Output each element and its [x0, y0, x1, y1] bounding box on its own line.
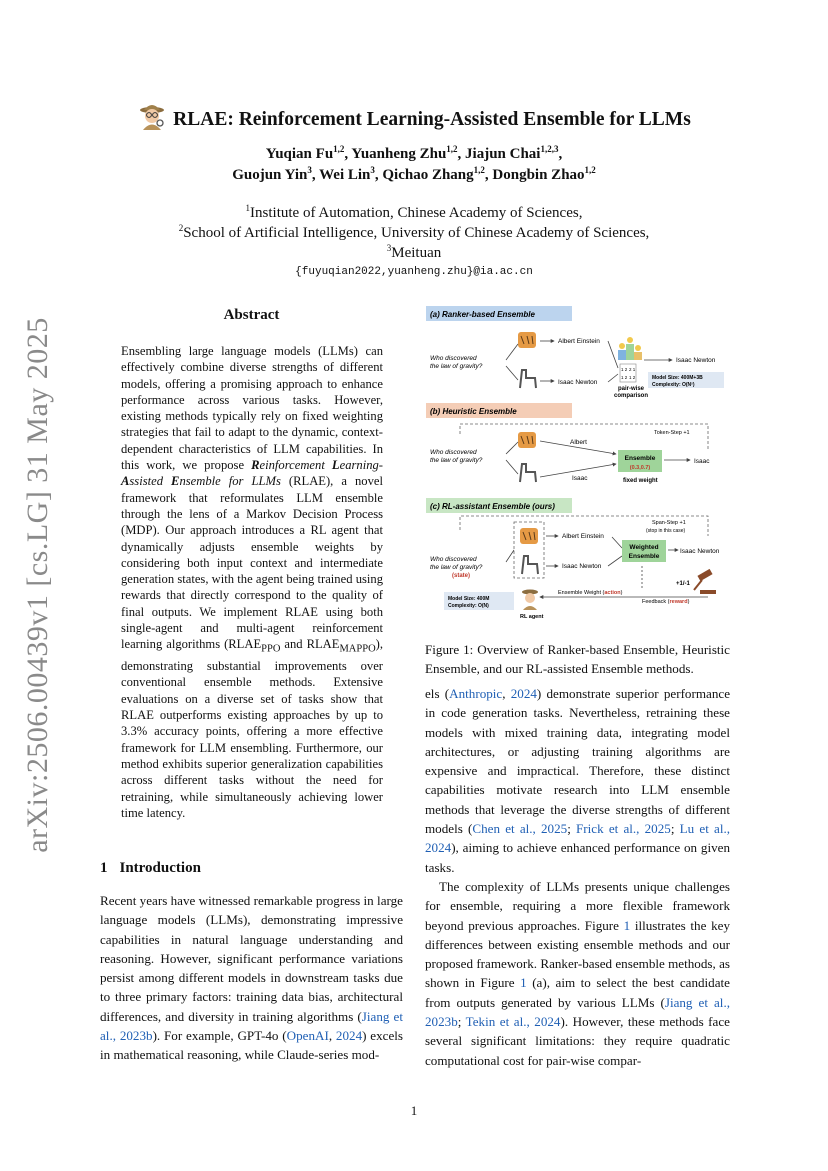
author-name: Jiajun Chai — [465, 146, 541, 162]
ranking-matrix — [620, 364, 636, 382]
acronym-letter: A — [121, 474, 130, 489]
body-text: ). However, these methods face several significant limitations: they require quadratic computational cost for pair-wise compar- — [425, 1014, 730, 1068]
subscript-ppo: PPO — [261, 643, 281, 655]
body-paragraph — [425, 877, 730, 1070]
author-affiliation-mark: 1,2 — [446, 144, 458, 154]
figure-ref-link[interactable]: 1 — [623, 917, 631, 933]
output-text: Albert — [570, 439, 587, 446]
citation-link[interactable]: Anthropic — [449, 686, 503, 701]
affiliation-mark: 3 — [386, 243, 392, 253]
tiger-model-icon — [518, 432, 536, 448]
page-number: 1 — [410, 1103, 418, 1118]
span-step-note: (stop in this case) — [646, 528, 686, 534]
citation-link[interactable]: 2024 — [510, 686, 537, 701]
author-affiliation-mark: 1,2 — [333, 144, 345, 154]
tiger-model-icon — [518, 332, 536, 348]
citation-link[interactable]: 2024 — [335, 1028, 363, 1044]
complexity-text: Complexity: O(N²) — [652, 382, 695, 388]
panel-c-label: (c) RL-assistant Ensemble (ours) — [430, 502, 555, 511]
output-text: Albert Einstein — [558, 338, 600, 345]
ensemble-label: Ensemble — [628, 553, 660, 560]
arrow-line — [608, 341, 618, 368]
detective-logo-icon — [137, 101, 167, 137]
figure-caption: Figure 1: Overview of Ranker-based Ensemble, Heuristic Ensemble, and our RL-assisted Ensemble methods. — [425, 642, 730, 676]
rank-cell: 1 2 — [621, 375, 628, 380]
citation-link[interactable]: Frick et al., 2025 — [576, 821, 671, 837]
title-text: RLAE: Reinforcement Learning-Assisted Ensemble for LLMs — [173, 109, 691, 130]
token-loop-line — [460, 424, 708, 450]
author-affiliation-mark: 1,2,3 — [540, 144, 559, 154]
affiliation-text: Institute of Automation, Chinese Academy of Sciences, — [250, 205, 583, 221]
token-step-text: Token-Step +1 — [654, 430, 690, 436]
reward-value: +1/-1 — [676, 581, 690, 587]
abstract-paragraph — [121, 343, 383, 821]
abstract-heading: Abstract — [223, 307, 280, 323]
body-text: illustrates the key differences between existing ensemble methods and our proposed framework. Ranker-based ensemble methods, as shown in Figure — [425, 917, 730, 991]
arrow-line — [506, 344, 518, 360]
abstract-body — [121, 343, 383, 821]
result-text: Isaac Newton — [676, 357, 716, 364]
model-size-text: Model Size: 400M+3B — [652, 375, 703, 381]
affiliation-text: School of Artificial Intelligence, University of Chinese Academy of Sciences, — [183, 225, 650, 241]
arxiv-id: arXiv:2506.00439v1 [cs.LG] 31 May 2025 — [21, 317, 54, 853]
contact-email[interactable]: {fuyuqian2022,yuanheng.zhu}@ia.ac.cn — [295, 266, 533, 278]
question-text: Who discovered — [430, 449, 477, 456]
body-text: ; — [567, 821, 577, 837]
author-name: Dongbin Zhao — [492, 167, 585, 183]
body-text: The complexity of LLMs presents unique challenges for ensemble, requiring a more flexible framework beyond previous approaches. Figure — [425, 878, 730, 933]
author-name: Qichao Zhang — [382, 167, 474, 183]
weight-label: Ensemble Weight (action) — [558, 590, 623, 596]
right-column-body — [425, 684, 730, 1070]
podium-icon — [618, 337, 642, 360]
abstract-text: and RLAE — [280, 637, 340, 652]
rl-agent-icon — [522, 590, 538, 611]
agent-label: RL agent — [520, 614, 544, 620]
fixed-weight-label: fixed weight — [623, 478, 658, 484]
section-number: 1 — [100, 860, 108, 876]
citation-link[interactable]: Tekin et al., 2024 — [465, 1014, 561, 1030]
result-text: Isaac Newton — [680, 548, 720, 555]
output-text: Isaac Newton — [558, 379, 598, 386]
acronym-part: nsemble for LLMs — [179, 474, 281, 489]
affiliation-2 — [0, 225, 828, 242]
acronym-letter: L — [331, 458, 340, 473]
affiliation-mark: 2 — [178, 223, 184, 233]
affiliation-3 — [0, 245, 828, 262]
body-text: , — [502, 686, 511, 701]
abstract-text: ), demonstrating substantial improvements over conventional ensemble methods. Extensive evaluations on a diverse set of tasks show that RLAE outperforms existing approaches by up to 3.3% accuracy points, offering a more effective framework for LLM ensembling. Furthermore, our method exhibits superior generalization capabilities across different tasks without the need for retraining, while simultaneously achieving lower time latency. — [121, 637, 383, 820]
span-step-text: Span-Step +1 — [652, 520, 686, 526]
gavel-icon — [694, 569, 716, 594]
pairwise-label: pair-wise — [618, 386, 645, 392]
abstract-text: (RLAE), a novel framework that reformulates LLM ensemble through the lens of a Markov Decision Process (MDP). Our approach introduces a RL agent that dynamically adjusts ensemble weights by considering both input context and intermediate generation states, with the agent being trained using rewards that directly correspond to the quality of final outputs. We implement RLAE using both single-agent and multi-agent reinforcement learning algorithms (RLAE — [121, 474, 383, 652]
author-name: Wei Lin — [319, 167, 371, 183]
model-size-text: Model Size: 400M — [448, 596, 490, 602]
paper-title — [0, 101, 828, 137]
affiliation-mark: 1 — [245, 203, 251, 213]
panel-b-heuristic-ensemble — [426, 403, 710, 484]
author-affiliation-mark: 1,2 — [584, 165, 596, 175]
citation-link[interactable]: Jiang et al., 2023b — [100, 1008, 403, 1044]
rank-cell: 1 2 — [621, 367, 628, 372]
body-text: , — [328, 1028, 336, 1044]
arrow-line — [506, 442, 518, 454]
author-line-1: Yuqian Fu$^{1,2}$, Yuanheng Zhu$^{1,2}$, Jiajun Chai$^{1,2,3}$, — [265, 144, 563, 162]
tiger-model-icon — [520, 528, 538, 544]
subscript-mappo: MAPPO — [339, 643, 376, 655]
citation-link[interactable]: Chen et al., 2025 — [472, 821, 568, 837]
figure-ref-link[interactable]: 1 — [520, 975, 527, 991]
pairwise-label: comparison — [614, 393, 649, 399]
rank-cell: 1 2 — [629, 375, 636, 380]
question-text: the law of gravity? — [430, 363, 483, 370]
acronym-part: earning- — [339, 458, 383, 473]
body-paragraph — [425, 684, 730, 877]
author-affiliation-mark: 1,2 — [473, 165, 485, 175]
section-heading-introduction — [100, 860, 201, 877]
arrow-line — [608, 374, 618, 382]
body-text: ) excels in mathematical reasoning, while Claude-series mod- — [100, 1028, 404, 1063]
weight-values: (0.3,0.7) — [629, 465, 651, 471]
figure-1 — [422, 304, 732, 629]
body-text: (a), aim to select the best candidate from outputs generated by various LLMs ( — [425, 975, 730, 1010]
citation-link[interactable]: OpenAI — [286, 1028, 329, 1044]
ensemble-label: Weighted — [629, 544, 659, 551]
question-text: the law of gravity? — [430, 564, 483, 571]
body-text: ). For example, GPT-4o ( — [152, 1028, 287, 1044]
section-title: Introduction — [119, 860, 201, 876]
question-text: Who discovered — [430, 355, 477, 362]
acronym-letter: R — [251, 458, 260, 473]
arrow-line — [506, 460, 518, 474]
citation-link[interactable]: Lu et al., 2024 — [425, 821, 731, 856]
author-name: Yuqian Fu — [265, 146, 334, 162]
introduction-paragraph — [100, 891, 403, 1065]
acronym-letter: E — [171, 474, 180, 489]
acronym-part: einforcement — [259, 458, 332, 473]
arrow-line — [608, 556, 622, 566]
body-text: els ( — [425, 686, 450, 701]
panel-c-rl-ensemble — [426, 498, 720, 620]
affiliation-text: Meituan — [391, 245, 442, 261]
author-name: Guojun Yin — [232, 167, 308, 183]
ensemble-label: Ensemble — [624, 455, 656, 462]
abstract-text: Ensembling large language models (LLMs) can effectively combine diverse strengths of different models, offering a promising approach to enhance performance across various tasks. However, existing methods typically rely on fixed weighting strategies that fail to adapt to the dynamic, context-dependent characteristics of LLM capabilities. In this work, we propose — [121, 344, 383, 473]
body-text: ), aiming to achieve enhanced performance on given tasks. — [425, 840, 730, 875]
arrow-line — [506, 366, 518, 380]
author-affiliation-mark: 3 — [307, 165, 312, 175]
panel-a-ranker-ensemble — [426, 306, 724, 399]
body-text: ) demonstrate superior performance in code generation tasks. Nevertheless, retraining these models with mixed training data, integrating model architectures, or adjusting training algorithms are expensive and impractical. Therefore, these distinct capabilities motivate research into LLM ensemble methods that leverage the diverse strengths of different models ( — [425, 686, 731, 837]
output-text: Albert Einstein — [562, 533, 604, 540]
author-line-2: Guojun Yin$^3$, Wei Lin$^3$, Qichao Zhang$^{1,2}$, Dongbin Zhao$^{1,2}$ — [232, 165, 596, 183]
affiliation-1 — [0, 205, 828, 222]
acronym-part: ssisted — [129, 474, 172, 489]
body-text: Recent years have witnessed remarkable progress in large language models (LLMs), demonstrating impressive capabilities in natural language understanding and reasoning. However, significant performance variations persist among different models in downstream tasks due to three primary factors: training data bias, architectural differences, and diversity in training algorithms ( — [100, 893, 403, 1024]
rank-cell: 2 1 — [629, 367, 636, 372]
arrow-line — [612, 537, 622, 548]
llama-model-icon — [520, 464, 536, 482]
panel-a-label: (a) Ranker-based Ensemble — [430, 310, 535, 319]
feedback-label: Feedback (reward) — [642, 599, 690, 605]
output-text: Isaac Newton — [562, 563, 602, 570]
body-text: ; — [457, 1014, 466, 1030]
panel-b-label: (b) Heuristic Ensemble — [430, 407, 517, 416]
llama-model-icon — [520, 370, 536, 388]
state-label: (state) — [452, 573, 471, 579]
result-text: Isaac — [694, 458, 710, 465]
output-text: Isaac — [572, 475, 588, 482]
llama-model-icon — [522, 556, 538, 574]
author-affiliation-mark: 3 — [370, 165, 375, 175]
arrow-line — [506, 550, 514, 562]
question-text: Who discovered — [430, 556, 477, 563]
complexity-text: Complexity: O(N) — [448, 603, 489, 609]
citation-link[interactable]: Jiang et al., 2023b — [425, 994, 730, 1030]
introduction-body — [100, 891, 403, 1065]
question-text: the law of gravity? — [430, 457, 483, 464]
author-name: Yuanheng Zhu — [351, 146, 447, 162]
body-text: ; — [670, 821, 680, 837]
